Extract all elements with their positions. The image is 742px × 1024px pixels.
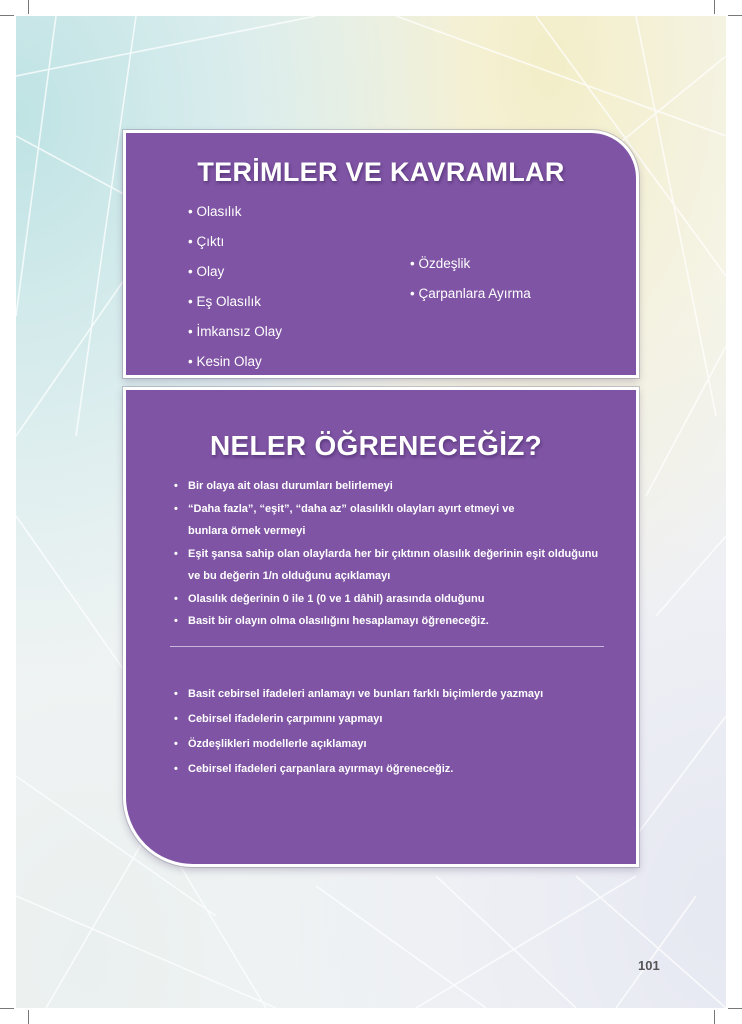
section-divider [170, 646, 604, 647]
terms-list-right [410, 255, 531, 315]
terms-list-left [188, 203, 282, 383]
term-item: • Kesin Olay [188, 354, 262, 369]
crop-mark [0, 15, 14, 16]
goal-item: • Özdeşlikleri modellerle açıklamayı [174, 732, 614, 757]
goal-item: • Basit bir olayın olma olasılığını hesaplamayı öğreneceğiz. [174, 610, 614, 633]
goal-item: • Cebirsel ifadeleri çarpanlara ayırmayı öğreneceğiz. [174, 757, 614, 782]
terms-title: TERİMLER VE KAVRAMLAR [197, 157, 565, 187]
page-number: 101 [638, 958, 660, 973]
crop-mark [728, 1008, 742, 1009]
term-item: • Özdeşlik [410, 256, 471, 271]
terms-and-concepts-box [123, 130, 639, 378]
goal-item: • Cebirsel ifadelerin çarpımını yapmayı [174, 707, 614, 732]
crop-mark [728, 15, 742, 16]
goal-item: • Eşit şansa sahip olan olaylarda her bir çıktının olasılık değerinin eşit olduğunu ve bu değerin 1/n olduğunu açıklamayı [174, 543, 614, 588]
goal-item: • Basit cebirsel ifadeleri anlamayı ve bunları farklı biçimlerde yazmayı [174, 682, 614, 707]
goals-list-algebra [174, 682, 614, 782]
crop-mark [0, 1008, 14, 1009]
term-item: • Çıktı [188, 234, 225, 249]
term-item: • İmkansız Olay [188, 324, 283, 339]
goal-item: • Olasılık değerinin 0 ile 1 (0 ve 1 dâhil) arasında olduğunu [174, 588, 614, 611]
goals-list-probability [174, 475, 614, 633]
term-item: • Olasılık [188, 204, 242, 219]
goals-title: NELER ÖĞRENECEĞİZ? [210, 430, 543, 461]
crop-mark [714, 1010, 715, 1024]
crop-mark [28, 1010, 29, 1024]
term-item: • Olay [188, 264, 225, 279]
goal-item: • “Daha fazla”, “eşit”, “daha az” olasılıklı olayları ayırt etmeyi ve bunlara örnek vermeyi [174, 498, 614, 543]
crop-mark [28, 0, 29, 14]
term-item: • Çarpanlara Ayırma [410, 286, 531, 301]
term-item: • Eş Olasılık [188, 294, 261, 309]
goal-item: • Bir olaya ait olası durumları belirlemeyi [174, 475, 614, 498]
crop-mark [714, 0, 715, 14]
learning-goals-box [123, 387, 639, 867]
